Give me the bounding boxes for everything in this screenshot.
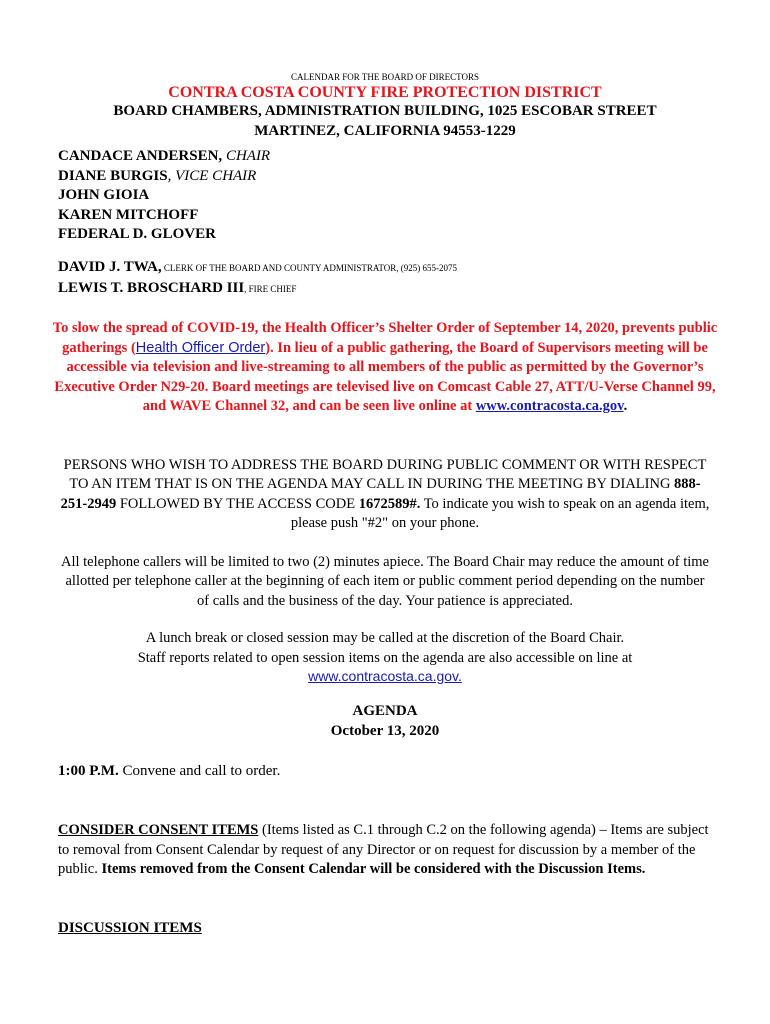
staff-member (58, 257, 457, 278)
access-code: 1672589#. (358, 495, 421, 512)
board-member (58, 186, 270, 206)
convene-item (58, 763, 280, 780)
board-member (58, 147, 270, 167)
member-name: JOHN GIOIA (58, 187, 150, 204)
board-member (58, 225, 270, 245)
member-title: CHAIR (222, 148, 271, 164)
agenda-title: AGENDA (352, 703, 418, 719)
calendar-label: CALENDAR FOR THE BOARD OF DIRECTORS (291, 72, 479, 82)
staff-list (58, 257, 457, 299)
member-name: CANDACE ANDERSEN, (58, 148, 223, 164)
covid-end: . (623, 398, 628, 414)
member-title: , VICE CHAIR (167, 167, 257, 184)
member-name: FEDERAL D. GLOVER (58, 226, 216, 243)
public-comment-instructions (58, 456, 712, 533)
discussion-heading: DISCUSSION ITEMS (58, 920, 202, 936)
staff-reports-link[interactable]: www.contracosta.ca.gov. (308, 668, 462, 684)
staff-member (58, 278, 457, 299)
callers-notice: All telephone callers will be limited to two (2) minutes apiece. The Board Chair may reduce the amount of time allotted per telephone caller at the beginning of each item or public comment period depending on the number of calls and the business of the day. Your patience is appreciated. (60, 554, 709, 609)
member-name: DIANE BURGIS (58, 167, 168, 184)
member-name: KAREN MITCHOFF (58, 206, 199, 223)
address-line-2: MARTINEZ, CALIFORNIA 94553-1229 (254, 123, 516, 139)
agenda-date: October 13, 2020 (330, 723, 440, 739)
convene-time: 1:00 P.M. (58, 763, 119, 779)
call-in-number: 888-251-2949 (60, 476, 701, 512)
staff-reports-notice: Staff reports related to open session items on the agenda are also accessible on line at (137, 650, 633, 666)
board-member (58, 167, 270, 187)
health-officer-order-link[interactable]: Health Officer Order (135, 339, 266, 356)
staff-name: LEWIS T. BROSCHARD III (58, 280, 245, 296)
address-line-1: BOARD CHAMBERS, ADMINISTRATION BUILDING, 1025 ESCOBAR STREET (113, 103, 657, 119)
lunch-notice: A lunch break or closed session may be called at the discretion of the Board Chair. (145, 630, 625, 646)
covid-text-1: To slow the spread of COVID-19, the Health Officer’s Shelter Order of September 14, 2020, prevents public gatherings ( (52, 320, 718, 356)
covid-notice (52, 319, 718, 417)
pc-text-2: FOLLOWED BY THE ACCESS CODE (116, 495, 359, 512)
board-member (58, 206, 270, 226)
board-members (58, 147, 270, 245)
covid-text-2: ). In lieu of a public gathering, the Board of Supervisors meeting will be accessible via television and live-streaming to all members of the public as permitted by the Governor’s Executive Order N29-20. Board meetings are televised live on Comcast Cable 27, ATT/U-Verse Channel 99, and WAVE Channel 32, and can be seen live online at (54, 339, 716, 414)
consent-bold-text: Items removed from the Consent Calendar will be considered with the Discussion Items. (101, 861, 646, 878)
district-name: CONTRA COSTA COUNTY FIRE PROTECTION DISTRICT (168, 84, 602, 101)
consent-heading: CONSIDER CONSENT ITEMS (58, 822, 259, 838)
consent-text: (Items listed as C.1 through C.2 on the following agenda) – Items are subject to removal from Consent Calendar by request of any Director or on request for discussion by a member of the public. (58, 822, 709, 878)
staff-name: DAVID J. TWA, (58, 259, 162, 275)
staff-title: CLERK OF THE BOARD AND COUNTY ADMINISTRATOR, (925) 655-2075 (161, 263, 457, 273)
website-link[interactable]: www.contracosta.ca.gov (475, 398, 624, 414)
pc-text-3: To indicate you wish to speak on an agenda item, please push "#2" on your phone. (290, 495, 710, 531)
consent-items-section (58, 821, 713, 880)
staff-title: , FIRE CHIEF (244, 284, 297, 294)
pc-text-1: PERSONS WHO WISH TO ADDRESS THE BOARD DURING PUBLIC COMMENT OR WITH RESPECT TO AN ITEM THAT IS ON THE AGENDA MAY CALL IN DURING THE MEETING BY DIALING (63, 457, 707, 493)
convene-text: Convene and call to order. (118, 763, 281, 779)
